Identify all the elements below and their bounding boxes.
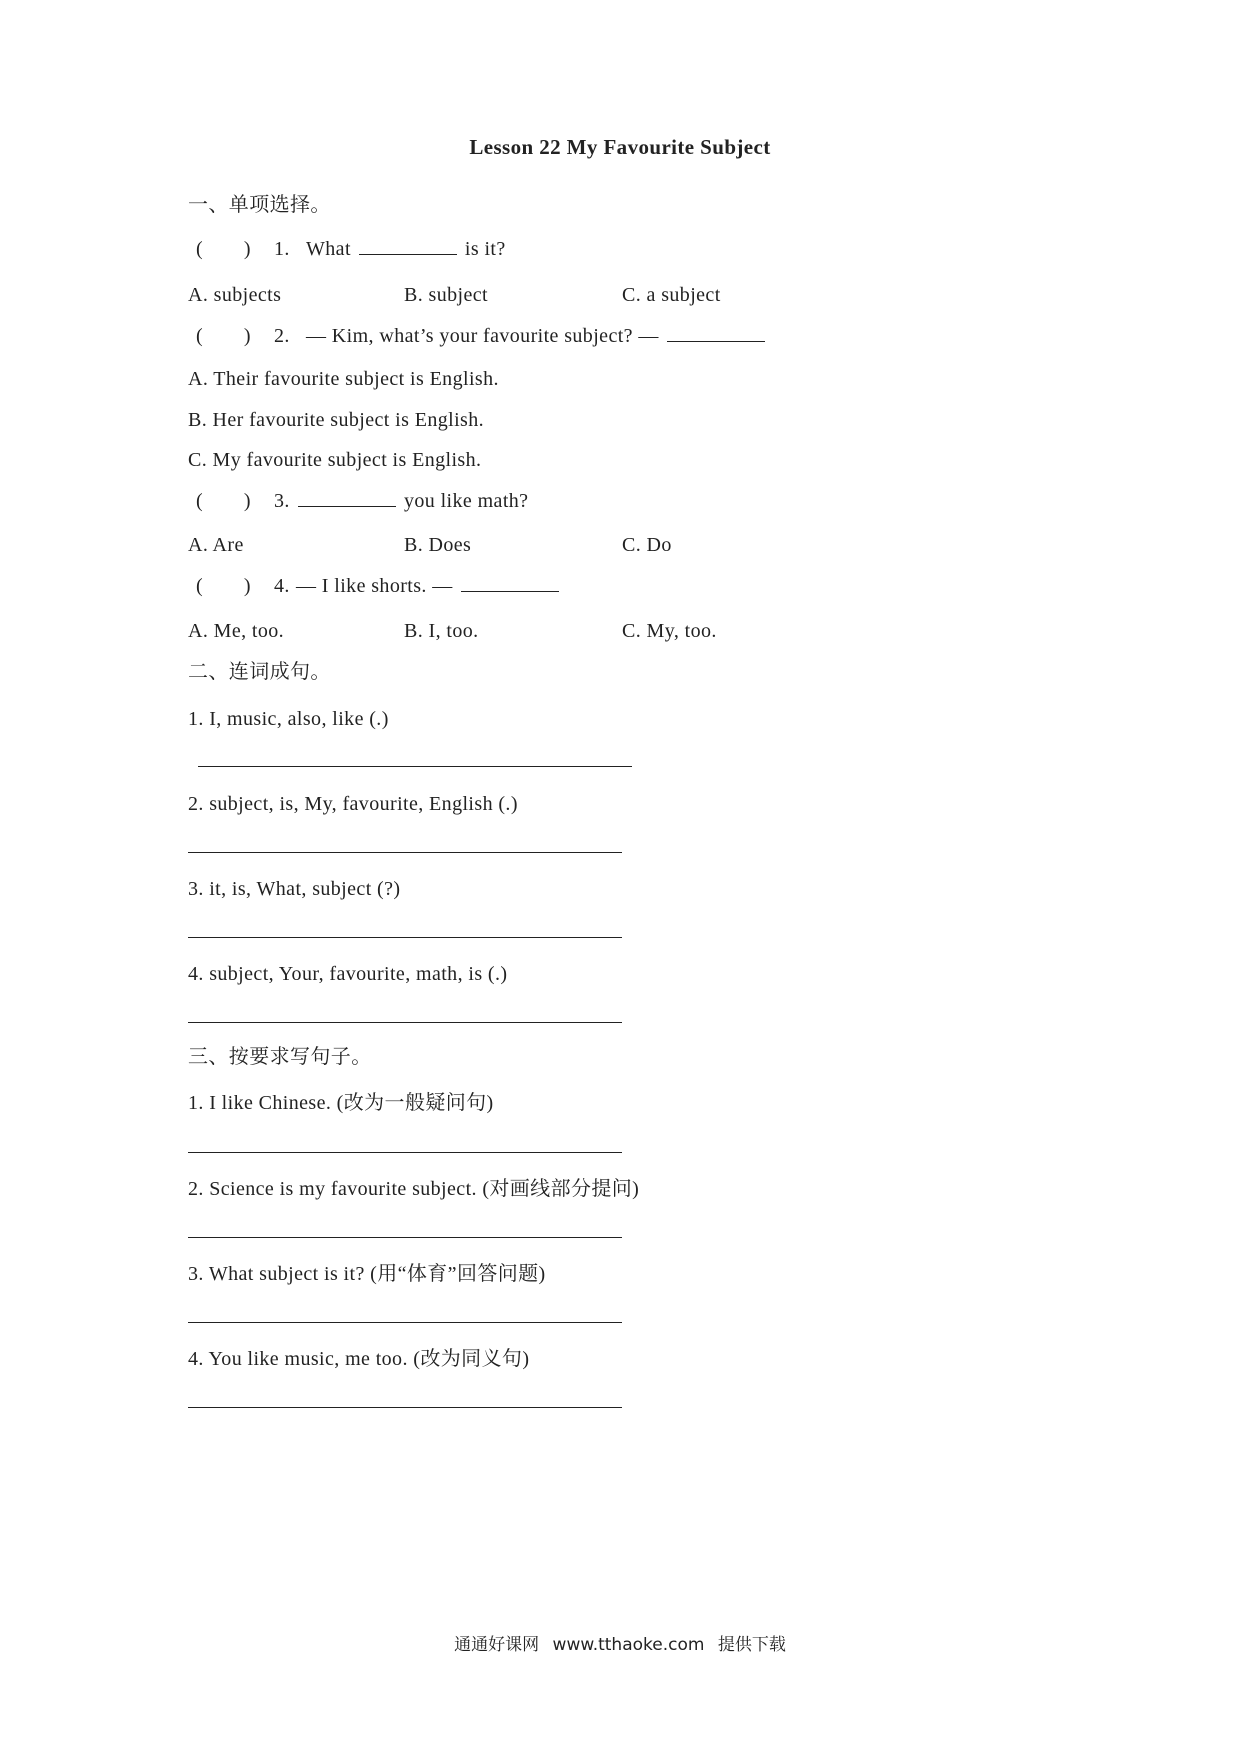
- question-stem: [290, 488, 528, 514]
- answer-blank: [359, 236, 457, 255]
- option-c: C. a subject: [622, 284, 721, 306]
- option-a: A. Their favourite subject is English.: [188, 368, 499, 390]
- option-c: C. My favourite subject is English.: [188, 449, 482, 471]
- option-b: B. subject: [404, 284, 488, 306]
- question-number: 2.: [274, 325, 290, 347]
- section-heading-rewrite: 三、按要求写句子。: [188, 1046, 372, 1068]
- exercise-item: 2. Science is my favourite subject. (对画线部分提问): [188, 1178, 640, 1200]
- answer-line: [188, 1322, 622, 1323]
- answer-blank: [461, 573, 559, 592]
- exercise-item: 3. What subject is it? (用“体育”回答问题): [188, 1263, 546, 1285]
- option-a: A. Me, too.: [188, 620, 285, 642]
- stem-after: you like math?: [404, 490, 529, 512]
- section-heading-choice: 一、单项选择。: [188, 194, 331, 216]
- question-paren: ( ): [196, 490, 251, 512]
- stem-after: is it?: [464, 238, 506, 260]
- stem-before: — I like shorts. —: [296, 575, 453, 597]
- option-b: B. Her favourite subject is English.: [188, 409, 485, 431]
- page-footer: [0, 1630, 1240, 1655]
- footer-suffix: 提供下载: [717, 1635, 786, 1655]
- section-heading-word-order: 二、连词成句。: [188, 661, 331, 683]
- question-stem: [306, 236, 506, 262]
- footer-url[interactable]: www.tthaoke.com: [552, 1635, 705, 1655]
- exercise-item: 1. I like Chinese. (改为一般疑问句): [188, 1092, 494, 1114]
- option-b: B. Does: [404, 534, 472, 556]
- answer-line: [188, 1022, 622, 1023]
- answer-line: [188, 937, 622, 938]
- question-number: 4.: [274, 575, 290, 597]
- question-paren: ( ): [196, 575, 251, 597]
- question-stem: [296, 573, 567, 599]
- question-number: 3.: [274, 490, 290, 512]
- answer-line: [188, 1407, 622, 1408]
- exercise-item: 4. You like music, me too. (改为同义句): [188, 1348, 530, 1370]
- question-stem: [306, 323, 773, 349]
- answer-line: [188, 1152, 622, 1153]
- option-b: B. I, too.: [404, 620, 479, 642]
- exercise-item: 3. it, is, What, subject (?): [188, 878, 401, 900]
- question-paren: ( ): [196, 238, 251, 260]
- exercise-item: 2. subject, is, My, favourite, English (.): [188, 793, 518, 815]
- exercise-item: 1. I, music, also, like (.): [188, 708, 389, 730]
- exercise-item: 4. subject, Your, favourite, math, is (.): [188, 963, 508, 985]
- answer-line: [188, 852, 622, 853]
- answer-line: [198, 766, 632, 767]
- answer-blank: [667, 323, 765, 342]
- answer-line: [188, 1237, 622, 1238]
- page-title: Lesson 22 My Favourite Subject: [469, 135, 771, 159]
- stem-before: — Kim, what’s your favourite subject? —: [306, 325, 659, 347]
- option-c: C. My, too.: [622, 620, 717, 642]
- question-paren: ( ): [196, 325, 251, 347]
- option-c: C. Do: [622, 534, 672, 556]
- answer-blank: [298, 488, 396, 507]
- footer-site-name: 通通好课网: [454, 1635, 540, 1655]
- stem-before: What: [306, 238, 351, 260]
- option-a: A. subjects: [188, 284, 282, 306]
- option-a: A. Are: [188, 534, 244, 556]
- question-number: 1.: [274, 238, 290, 260]
